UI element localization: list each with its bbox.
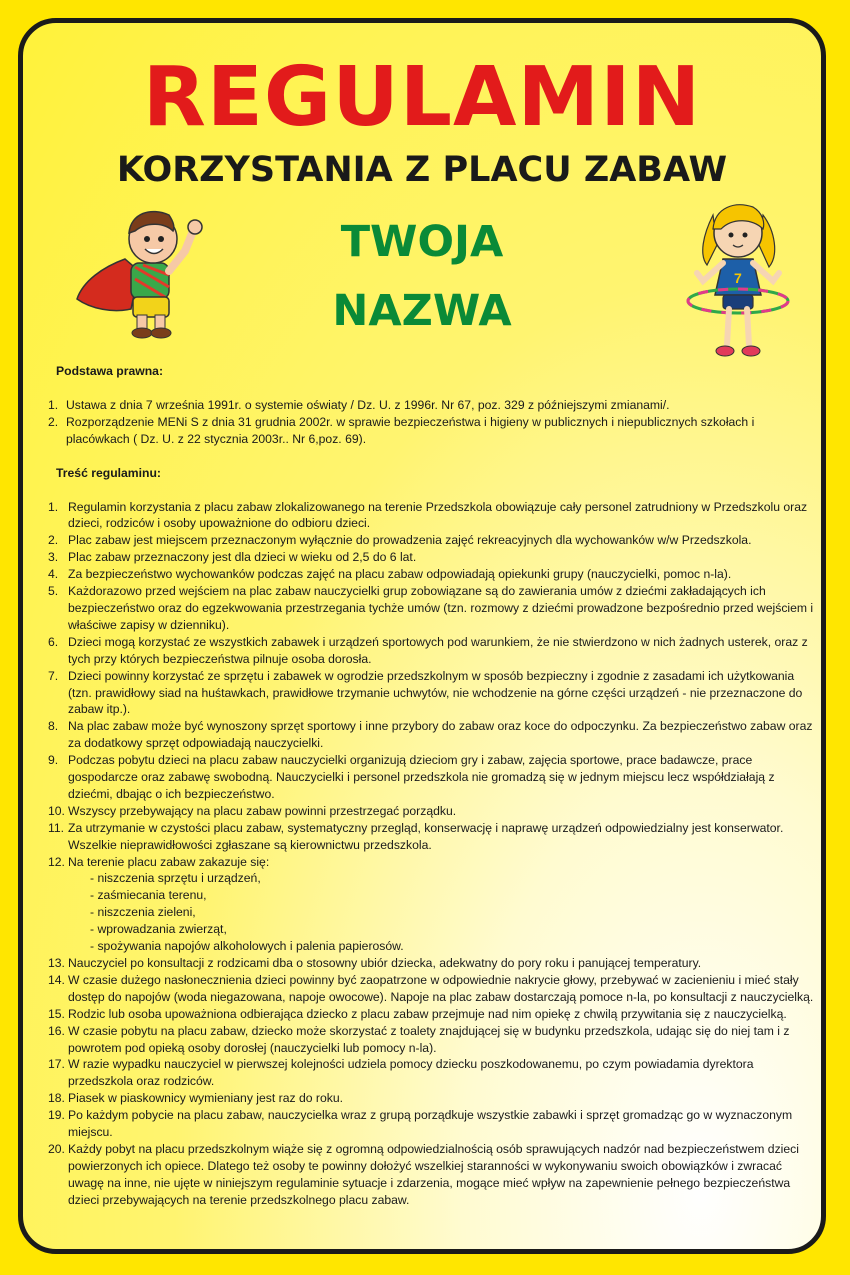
list-item: 6. Dzieci mogą korzystać ze wszystkich zabawek i urządzeń sportowych pod warunkiem, że nie stwierdzono w nich żadnych usterek, oraz z tych przy których bezpieczeństwa pilnuje osoba dorosła. bbox=[48, 634, 808, 666]
list-item: 13. Nauczyciel po konsultacji z rodzicami dba o stosowny ubiór dziecka, adekwatny do pory roku i panującej temperatury. bbox=[48, 956, 702, 970]
list-item: 5. Każdorazowo przed wejściem na plac zabaw nauczycielki grup zobowiązane są do zawierania umów z dziećmi zakładających ich bezpieczeństwo oraz do egzekwowania przestrzegania tychże umów (tzn. rozmowy z dziećmi prowadzone bezpośrednio przed wejściem i właściwe zapisy w dzienniku). bbox=[48, 584, 814, 632]
rules-heading: Treść regulaminu: bbox=[56, 465, 161, 480]
list-item: 14. W czasie dużego nasłonecznienia dzieci powinny być zaopatrzone w odpowiednie nakrycie głowy, przebywać w zacienieniu i mieć stały dostęp do napojów (woda niegazowana, napoje owocowe). Napoje na plac zabaw dostarczają pomoce n-la, po konsultacji z nauczycielką. bbox=[48, 972, 814, 1004]
prohibition-item: - niszczenia sprzętu i urządzeń, bbox=[90, 871, 261, 886]
list-item: 9. Podczas pobytu dzieci na placu zabaw nauczycielki organizują dzieciom gry i zabaw, zajęcia sportowe, prace badawcze, prace gospodarcze oraz zabawę swobodną. Nauczycielki i personel przedszkola nie gromadzą się w jednym miejscu lecz współdziałają z dziećmi, dbając o ich bezpieczeństwo. bbox=[48, 753, 775, 801]
regulation-content bbox=[48, 363, 818, 1209]
superhero-boy-illustration bbox=[73, 201, 223, 346]
rules-list bbox=[48, 499, 818, 1209]
list-item: 7. Dzieci powinny korzystać ze sprzętu i zabawek w ogrodzie przedszkolnym w sposób bezpieczny i zgodnie z zasadami ich użytkowania (tzn. prawidłowy siad na huśtawkach, prawidłowe trzymanie uchwytów, nie wchodzenie na górne części urządzeń - nie przeznaczone do zabaw itp.). bbox=[48, 668, 803, 717]
list-item: 19. Po każdym pobycie na placu zabaw, nauczycielka wraz z grupą porządkuje wszystkie zabawki i sprzęt gromadząc go w wyznaczonym miejscu. bbox=[48, 1108, 793, 1140]
list-item: 1. Ustawa z dnia 7 września 1991r. o systemie oświaty / Dz. U. z 1996r. Nr 67, poz. 329 z późniejszymi zmianami/. bbox=[48, 397, 670, 412]
page-subtitle: KORZYSTANIA Z PLACU ZABAW bbox=[116, 150, 728, 190]
list-item: 20. Każdy pobyt na placu przedszkolnym wiąże się z ogromną odpowiedzialnością osób sprawujących nadzór nad bezpieczeństwem dzieci powierzonych ich opiece. Dlatego też osoby te powinny dołożyć wszelkiej staranności w wykonywaniu swoich obowiązków i zwracać uwagę na inne, nie ujęte w niniejszym regulaminie sytuacje i zdarzenia, mogące mieć wpływ na zapewnienie pełnego bezpieczeństwa dzieci przebywających na terenie przedszkolnego placu zabaw. bbox=[48, 1141, 799, 1207]
institution-name-line2: NAZWA bbox=[332, 286, 512, 336]
list-item: 1. Regulamin korzystania z placu zabaw zlokalizowanego na terenie Przedszkola obowiązuje cały personel zatrudniony w Przedszkolu oraz dzieci, rodziców i osoby upoważnione do odbioru dzieci. bbox=[48, 499, 808, 531]
list-item: 8. Na plac zabaw może być wynoszony sprzęt sportowy i inne przybory do zabaw oraz koce do odpoczynku. Za bezpieczeństwo zabaw oraz za dodatkowy sprzęt odpowiadają nauczycielki. bbox=[48, 719, 813, 751]
list-item: 17. W razie wypadku nauczyciel w pierwszej kolejności udziela pomocy dziecku poszkodowanemu, po czym powiadamia dyrektora przedszkola oraz rodziców. bbox=[48, 1057, 754, 1089]
list-item: 10. Wszyscy przebywający na placu zabaw powinni przestrzegać porządku. bbox=[48, 803, 457, 818]
list-item: 3. Plac zabaw przeznaczony jest dla dzieci w wieku od 2,5 do 6 lat. bbox=[48, 550, 417, 565]
prohibition-item: - spożywania napojów alkoholowych i palenia papierosów. bbox=[90, 939, 404, 954]
legal-basis-heading: Podstawa prawna: bbox=[56, 364, 164, 378]
list-item: 2. Plac zabaw jest miejscem przeznaczonym wyłącznie do prowadzenia zajęć rekreacyjnych dla wychowanków w/w Przedszkola. bbox=[48, 533, 752, 548]
hula-hoop-girl-illustration bbox=[683, 195, 793, 365]
list-item: 15. Rodzic lub osoba upoważniona odbierająca dziecko z placu zabaw przejmuje nad nim opiekę z chwilą przywitania się z nauczycielką. bbox=[48, 1006, 787, 1021]
prohibition-item: - zaśmiecania terenu, bbox=[90, 888, 207, 903]
list-item: 11. Za utrzymanie w czystości placu zabaw, systematyczny przegląd, konserwację i naprawę urządzeń odpowiedzialny jest konserwator. Wszelkie nieprawidłowości zgłaszane są kierownictwu przedszkola. bbox=[48, 820, 784, 852]
institution-name-line1: TWOJA bbox=[340, 217, 504, 267]
legal-basis-list bbox=[48, 397, 818, 448]
regulation-board bbox=[18, 18, 826, 1254]
list-item: 16. W czasie pobytu na placu zabaw, dziecko może skorzystać z toalety znajdującej się w budynku przedszkola, udając się do niej tam i z powrotem pod opieką osoby dorosłej (nauczycielki lub pomocy n-la). bbox=[48, 1023, 790, 1055]
list-item: 4. Za bezpieczeństwo wychowanków podczas zajęć na placu zabaw odpowiadają opiekunki grupy (nauczycielki, pomoc n-la). bbox=[48, 567, 732, 582]
prohibition-item: - niszczenia zieleni, bbox=[90, 905, 196, 920]
page-title: REGULAMIN bbox=[142, 50, 702, 145]
girl-shirt-number: 7 bbox=[734, 270, 742, 286]
prohibition-item: - wprowadzania zwierząt, bbox=[90, 922, 227, 937]
list-item: 2. Rozporządzenie MENi S z dnia 31 grudnia 2002r. w sprawie bezpieczeństwa i higieny w publicznych i niepublicznych szkołach i placówkach ( Dz. U. z 22 stycznia 2003r.. Nr 6,poz. 69). bbox=[48, 414, 755, 446]
list-item: 12. Na terenie placu zabaw zakazuje się: bbox=[48, 854, 270, 869]
list-item: 18. Piasek w piaskownicy wymieniany jest raz do roku. bbox=[48, 1091, 344, 1106]
